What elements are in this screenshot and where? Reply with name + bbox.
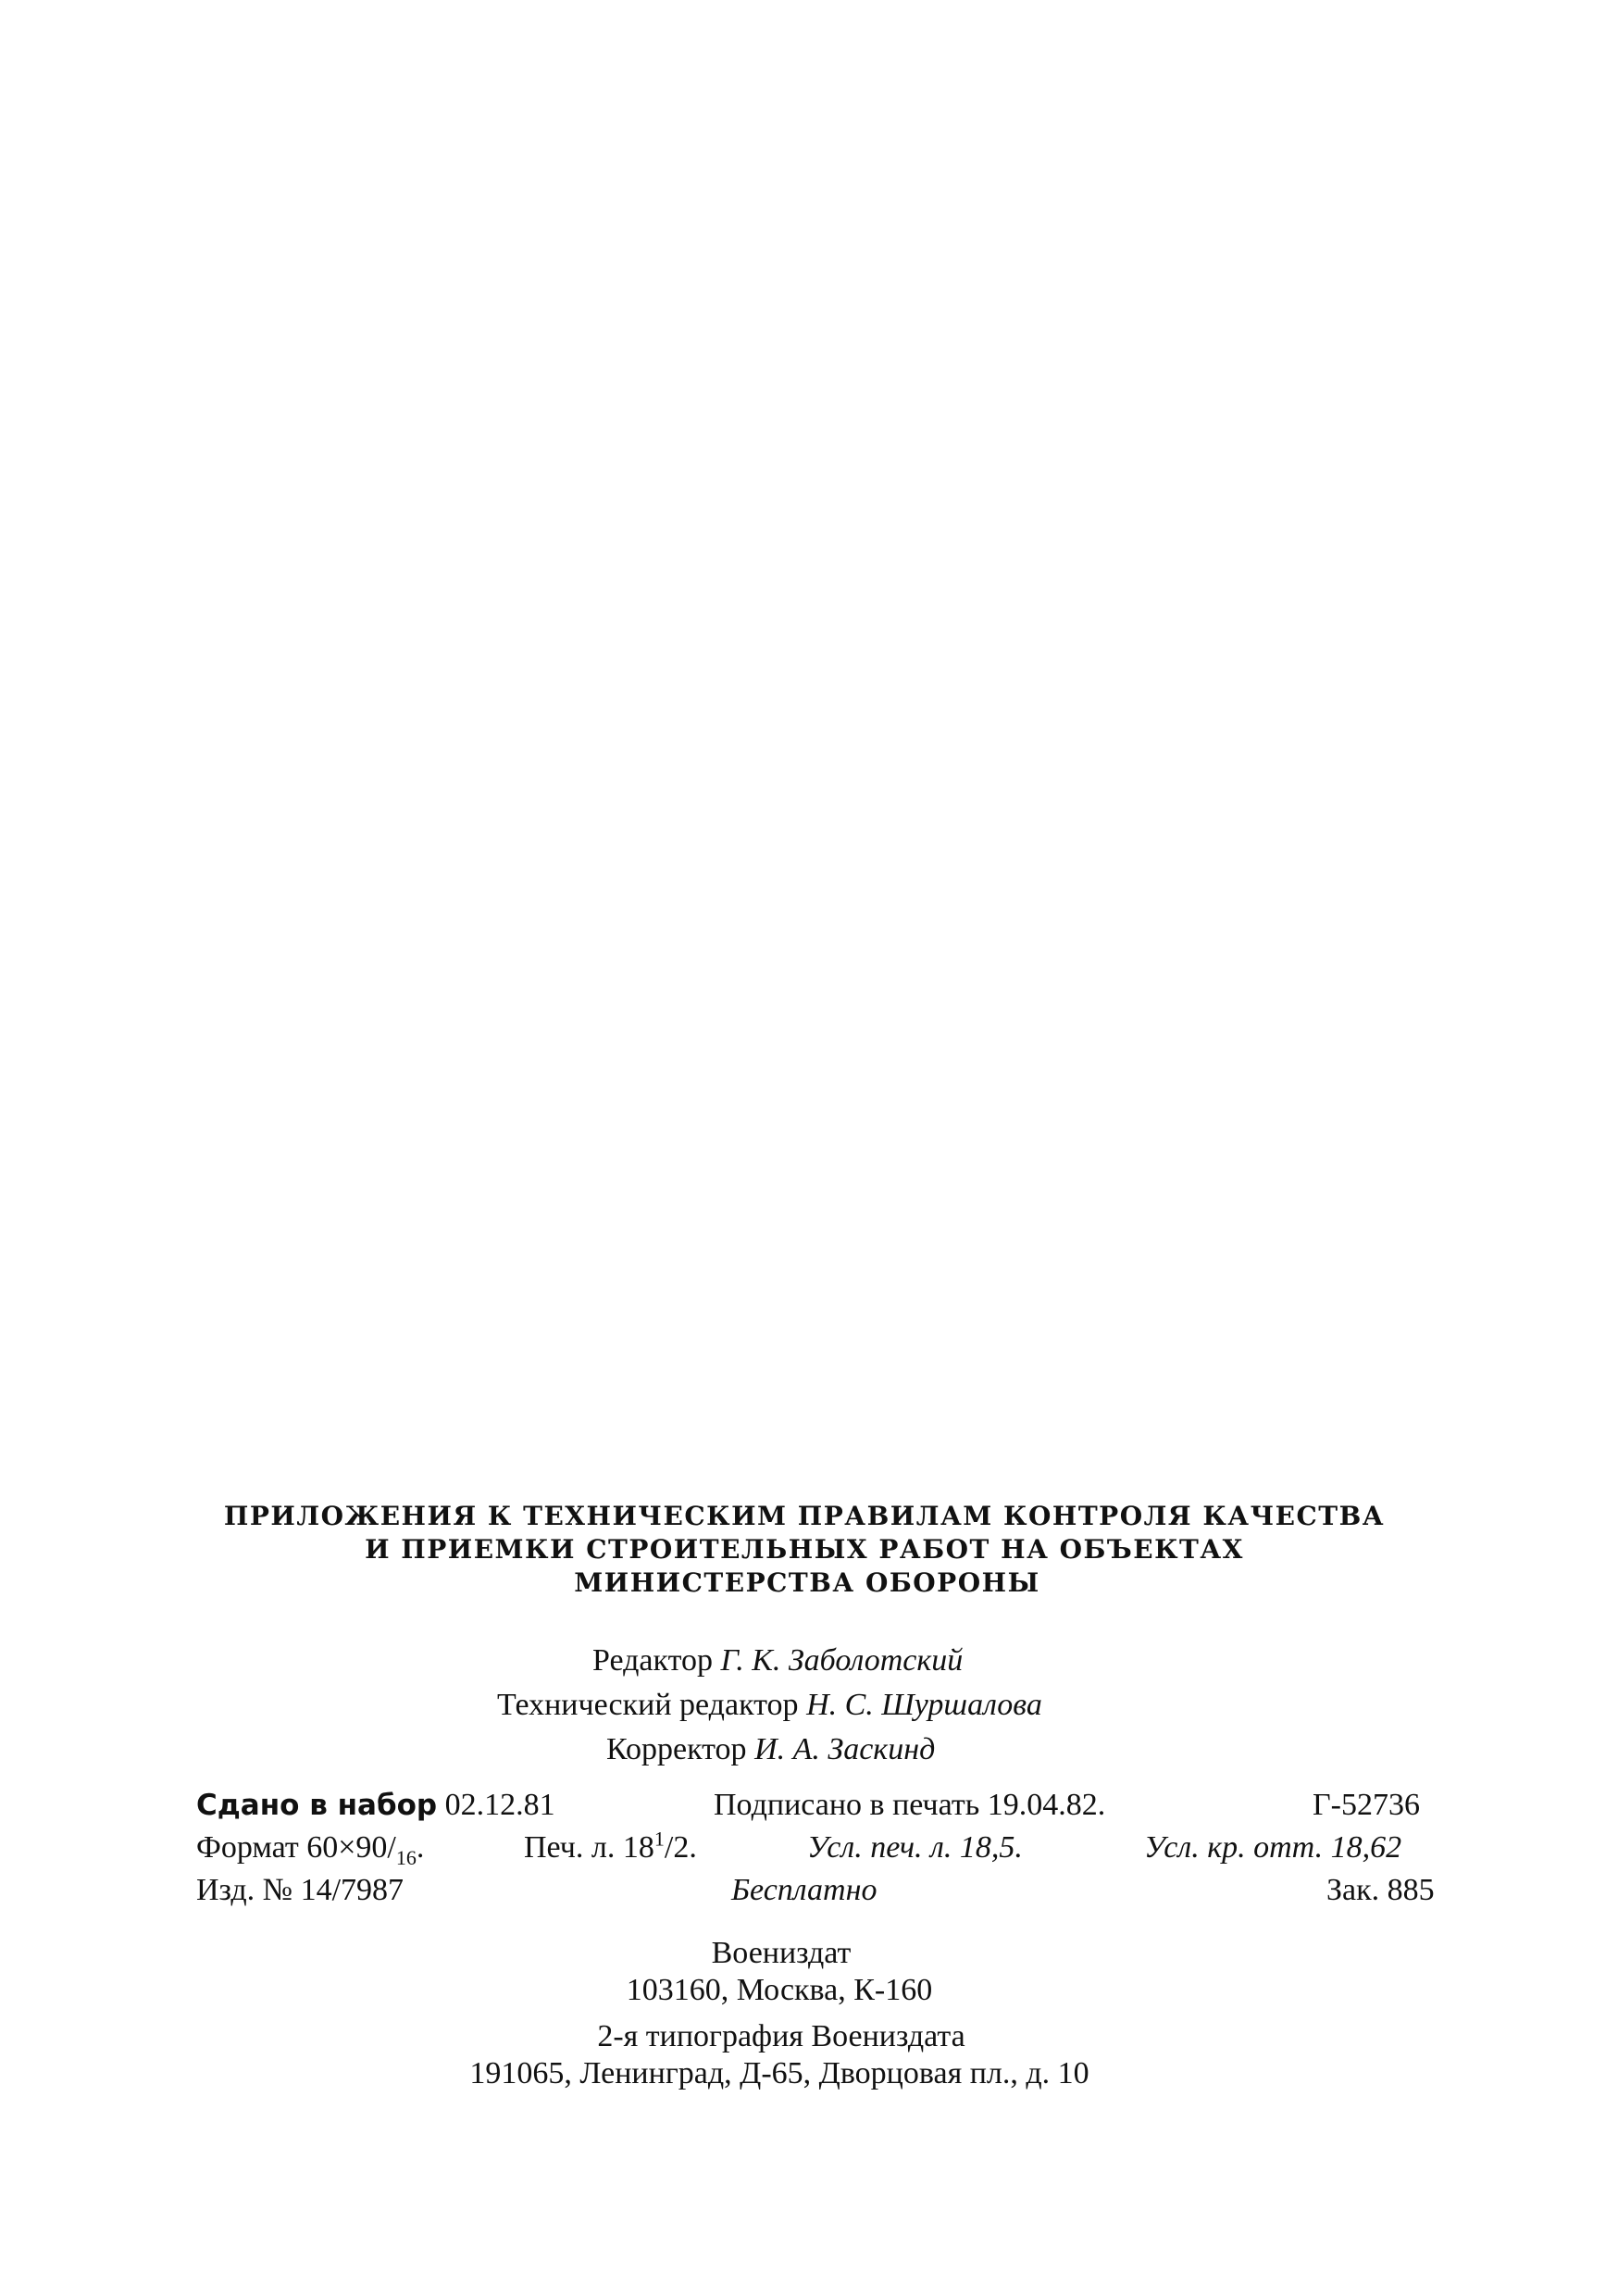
price: Бесплатно [731,1873,877,1907]
corrector-role: Корректор [606,1732,747,1766]
submitted-date: 02.12.81 [444,1788,555,1822]
signed-for-print: Подписано в печать 19.04.82. [714,1788,1106,1822]
license-code: Г-52736 [1313,1788,1420,1822]
print-sheets-prefix: Печ. л. 18 [524,1830,654,1865]
format [196,1829,425,1869]
submitted-to-typesetting [196,1787,555,1824]
publication-number: Изд. № 14/7987 [196,1873,404,1907]
printer-address: 191065, Ленинград, Д-65, Дворцовая пл., д. 10 [469,2056,1089,2090]
print-sheets-num: 1 [653,1827,665,1851]
submitted-label: Сдано в набор [196,1789,438,1822]
editor-role: Редактор [592,1643,713,1678]
title-line-2: И ПРИЕМКИ СТРОИТЕЛЬНЫХ РАБОТ НА ОБЪЕКТАХ [365,1534,1244,1565]
tech-editor-name: Н. С. Шуршалова [806,1688,1042,1722]
book-title [0,1500,1618,1600]
corrector-credit [606,1728,935,1772]
publisher-name: Воениздат [711,1936,852,1970]
conditional-print-sheets: Усл. печ. л. 18,5. [807,1830,1023,1865]
print-sheets [524,1829,697,1866]
title-line-3: МИНИСТЕРСТВА ОБОРОНЫ [574,1567,1040,1598]
conditional-copies: Усл. кр. отт. 18,62 [1144,1830,1402,1865]
tech-editor-role: Технический редактор [497,1688,799,1722]
printer-name: 2-я типография Воениздата [597,2019,965,2053]
publisher-address: 103160, Москва, К-160 [626,1973,933,2007]
publisher-block [0,1935,1618,2092]
print-sheets-den: /2. [664,1830,697,1865]
format-end: . [416,1830,425,1865]
format-label: Формат [196,1830,299,1865]
format-denominator: 16 [395,1845,417,1869]
tech-editor-credit [497,1683,1042,1728]
format-value: 60×90/ [306,1830,396,1865]
editor-credit [592,1639,963,1683]
order-number: Зак. 885 [1326,1873,1435,1907]
title-line-1: ПРИЛОЖЕНИЯ К ТЕХНИЧЕСКИМ ПРАВИЛАМ КОНТРОЛЯ КАЧЕСТВА [223,1501,1386,1531]
editor-name: Г. К. Заболотский [720,1643,964,1678]
corrector-name: И. А. Заскинд [754,1732,936,1766]
